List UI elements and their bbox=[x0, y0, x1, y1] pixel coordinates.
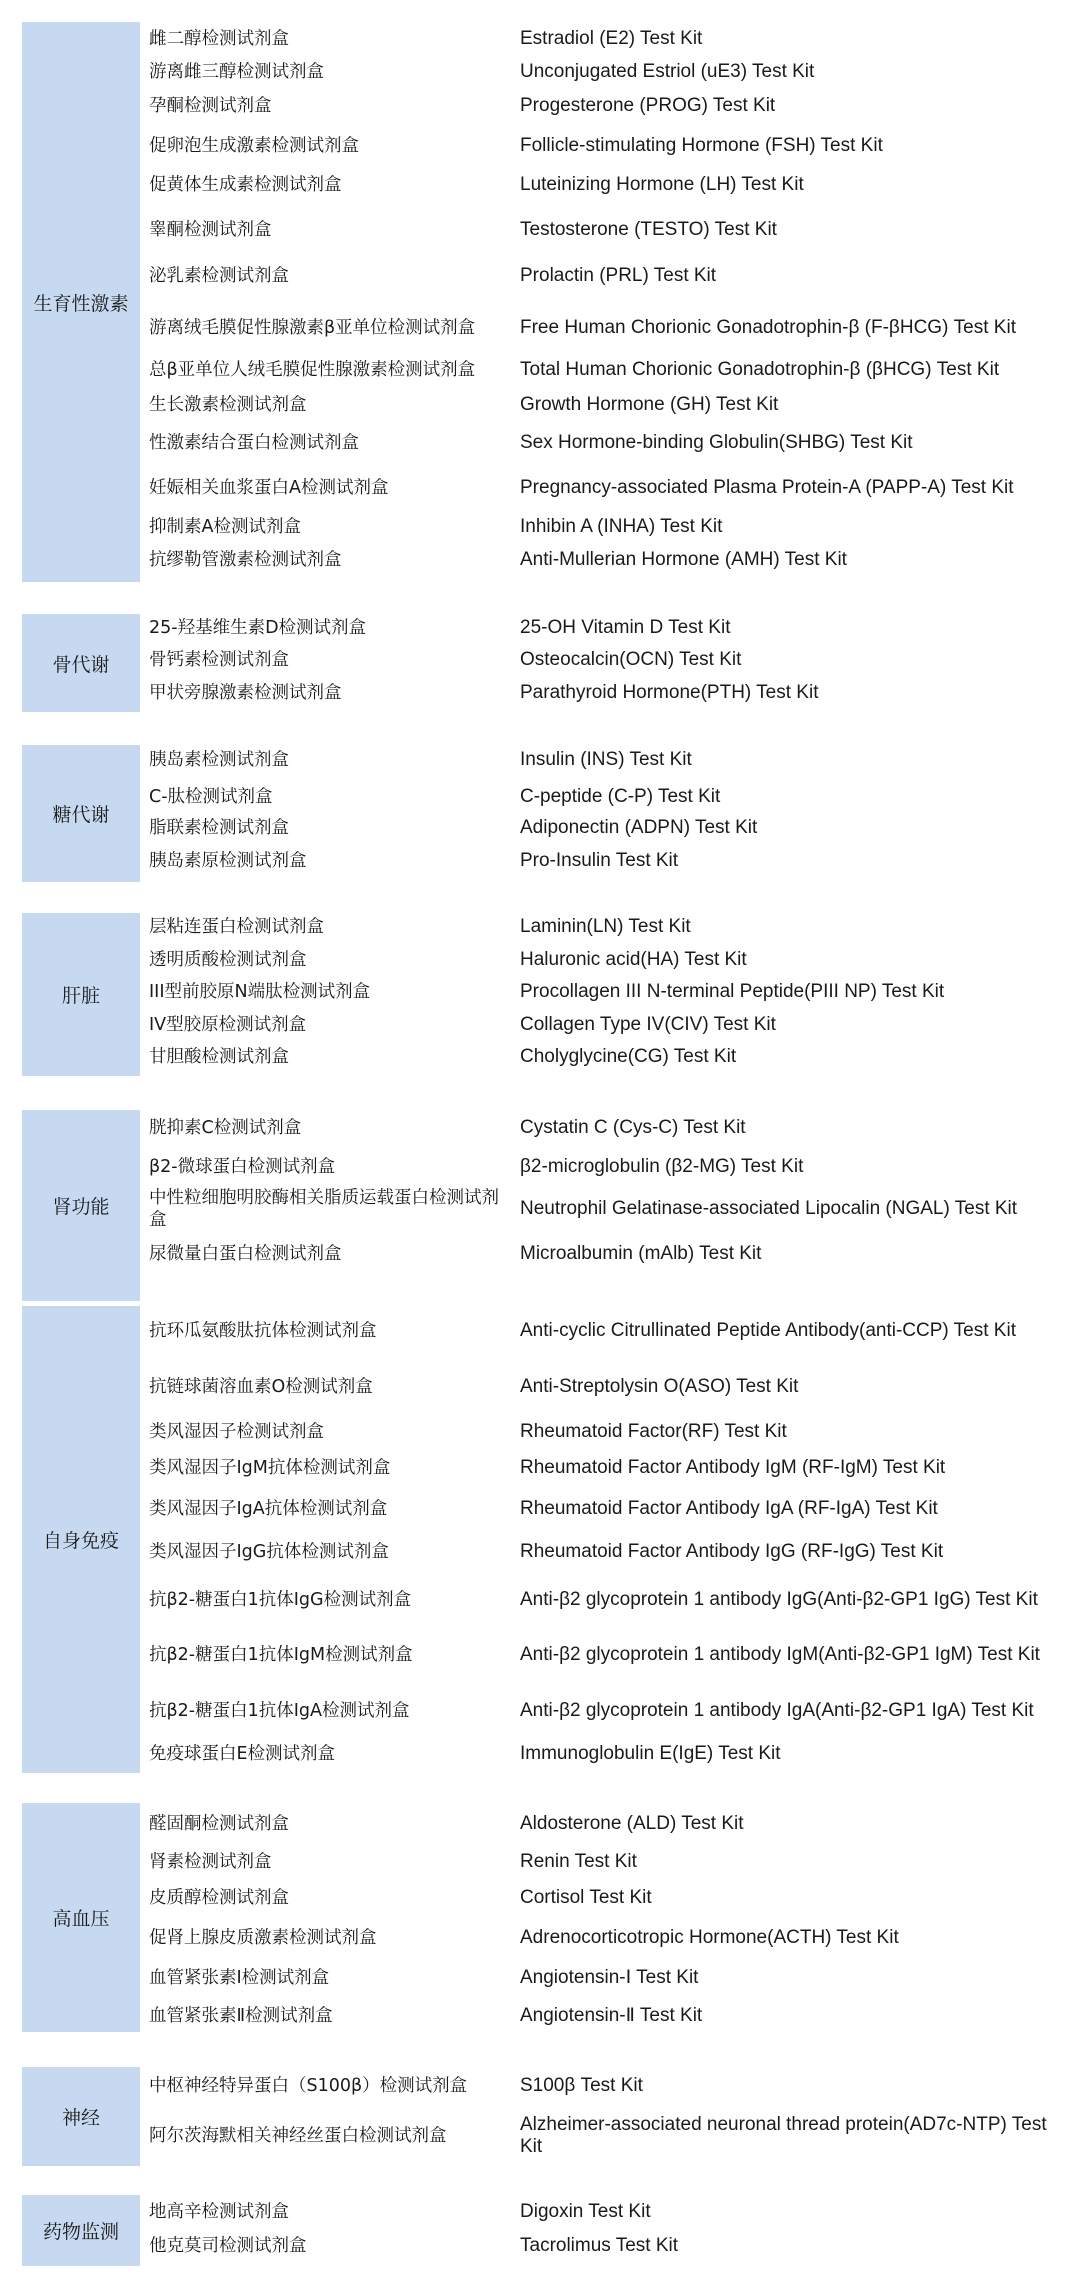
kit-name-english: Pro-Insulin Test Kit bbox=[520, 850, 679, 871]
table-row bbox=[0, 1992, 1080, 2040]
kit-name-chinese: 胰岛素检测试剂盒 bbox=[149, 750, 289, 770]
kit-name-english: Anti-Streptolysin O(ASO) Test Kit bbox=[520, 1376, 799, 1397]
table-row bbox=[0, 1485, 1080, 1533]
kit-name-english: Total Human Chorionic Gonadotrophin-β (βHCG) Test Kit bbox=[520, 359, 1000, 380]
kit-name-english: Cortisol Test Kit bbox=[520, 1887, 652, 1908]
category-label: 肝脏 bbox=[22, 913, 140, 1076]
table-row bbox=[0, 1033, 1080, 1081]
kit-name-english: C-peptide (C-P) Test Kit bbox=[520, 786, 721, 807]
section-8 bbox=[0, 2067, 1080, 2166]
kit-name-chinese: 醛固酮检测试剂盒 bbox=[149, 1814, 289, 1834]
table-row bbox=[0, 1631, 1080, 1679]
kit-name-chinese: 中性粒细胞明胶酶相关脂质运载蛋白检测试剂盒 bbox=[149, 1188, 499, 1230]
kit-name-english: Haluronic acid(HA) Test Kit bbox=[520, 949, 747, 970]
kit-name-english: Growth Hormone (GH) Test Kit bbox=[520, 394, 779, 415]
section-9 bbox=[0, 2195, 1080, 2266]
kit-name-chinese: 25-羟基维生素D检测试剂盒 bbox=[149, 618, 367, 638]
kit-name-english: Collagen Type IV(CIV) Test Kit bbox=[520, 1014, 776, 1035]
table-row bbox=[0, 161, 1080, 209]
kit-name-chinese: 抗环瓜氨酸肽抗体检测试剂盒 bbox=[149, 1321, 377, 1341]
kit-name-english: Anti-cyclic Citrullinated Peptide Antibody(anti-CCP) Test Kit bbox=[520, 1320, 1016, 1341]
kit-name-chinese: 类风湿因子IgM抗体检测试剂盒 bbox=[149, 1458, 391, 1478]
section-6 bbox=[0, 1306, 1080, 1773]
table-row bbox=[0, 1143, 1080, 1191]
table-row bbox=[0, 2062, 1080, 2110]
category-label: 高血压 bbox=[22, 1803, 140, 2032]
kit-name-chinese: 总β亚单位人绒毛膜促性腺激素检测试剂盒 bbox=[149, 360, 476, 380]
kit-name-chinese: 骨钙素检测试剂盒 bbox=[149, 650, 289, 670]
table-row bbox=[0, 2112, 1080, 2160]
kit-name-english: Renin Test Kit bbox=[520, 1851, 637, 1872]
kit-name-chinese: 脂联素检测试剂盒 bbox=[149, 818, 289, 838]
table-row bbox=[0, 252, 1080, 300]
kit-name-chinese: C-肽检测试剂盒 bbox=[149, 787, 273, 807]
kit-name-english: Testosterone (TESTO) Test Kit bbox=[520, 219, 777, 240]
category-label: 药物监测 bbox=[22, 2195, 140, 2266]
table-row bbox=[0, 206, 1080, 254]
kit-name-chinese: 甘胆酸检测试剂盒 bbox=[149, 1047, 289, 1067]
kit-name-chinese: III型前胶原N端肽检测试剂盒 bbox=[149, 982, 371, 1002]
kit-name-chinese: 阿尔茨海默相关神经丝蛋白检测试剂盒 bbox=[149, 2126, 447, 2146]
table-row bbox=[0, 419, 1080, 467]
kit-name-english: Anti-β2 glycoprotein 1 antibody IgM(Anti-β2-GP1 IgM) Test Kit bbox=[520, 1644, 1040, 1665]
kit-name-english: Progesterone (PROG) Test Kit bbox=[520, 95, 776, 116]
kit-name-chinese: 妊娠相关血浆蛋白A检测试剂盒 bbox=[149, 478, 389, 498]
kit-name-chinese: 类风湿因子IgA抗体检测试剂盒 bbox=[149, 1499, 388, 1519]
kit-name-chinese: 促黄体生成素检测试剂盒 bbox=[149, 175, 342, 195]
kit-name-english: Luteinizing Hormone (LH) Test Kit bbox=[520, 174, 804, 195]
category-label: 神经 bbox=[22, 2067, 140, 2166]
kit-name-chinese: 游离绒毛膜促性腺激素β亚单位检测试剂盒 bbox=[149, 318, 476, 338]
kit-name-chinese: 尿微量白蛋白检测试剂盒 bbox=[149, 1244, 342, 1264]
kit-name-english: Anti-Mullerian Hormone (AMH) Test Kit bbox=[520, 549, 847, 570]
category-label: 生育性激素 bbox=[22, 22, 140, 582]
kit-name-english: Laminin(LN) Test Kit bbox=[520, 916, 691, 937]
kit-name-chinese: 透明质酸检测试剂盒 bbox=[149, 950, 307, 970]
category-label: 骨代谢 bbox=[22, 614, 140, 712]
kit-name-english: Unconjugated Estriol (uE3) Test Kit bbox=[520, 61, 815, 82]
table-row bbox=[0, 304, 1080, 352]
table-row bbox=[0, 2222, 1080, 2270]
kit-name-chinese: 性激素结合蛋白检测试剂盒 bbox=[149, 433, 359, 453]
kit-name-english: Anti-β2 glycoprotein 1 antibody IgA(Anti-β2-GP1 IgA) Test Kit bbox=[520, 1700, 1034, 1721]
kit-name-chinese: 甲状旁腺激素检测试剂盒 bbox=[149, 683, 342, 703]
kit-name-chinese: 促卵泡生成激素检测试剂盒 bbox=[149, 136, 359, 156]
category-label: 糖代谢 bbox=[22, 745, 140, 882]
table-row bbox=[0, 1730, 1080, 1778]
kit-name-english: Neutrophil Gelatinase-associated Lipocalin (NGAL) Test Kit bbox=[520, 1198, 1018, 1219]
table-row bbox=[0, 1185, 1080, 1233]
kit-name-english: Aldosterone (ALD) Test Kit bbox=[520, 1813, 744, 1834]
table-row bbox=[0, 1230, 1080, 1278]
kit-name-english: Prolactin (PRL) Test Kit bbox=[520, 265, 717, 286]
kit-name-english: Immunoglobulin E(IgE) Test Kit bbox=[520, 1743, 781, 1764]
section-2 bbox=[0, 614, 1080, 712]
kit-name-english: Rheumatoid Factor(RF) Test Kit bbox=[520, 1421, 787, 1442]
kit-name-english: Estradiol (E2) Test Kit bbox=[520, 28, 703, 49]
kit-name-english: S100β Test Kit bbox=[520, 2075, 643, 2096]
kit-name-chinese: 地高辛检测试剂盒 bbox=[149, 2202, 289, 2222]
kit-name-english: Insulin (INS) Test Kit bbox=[520, 749, 692, 770]
kit-name-chinese: 层粘连蛋白检测试剂盒 bbox=[149, 917, 324, 937]
kit-name-english: Sex Hormone-binding Globulin(SHBG) Test Kit bbox=[520, 432, 913, 453]
kit-name-chinese: 抗缪勒管激素检测试剂盒 bbox=[149, 550, 342, 570]
table-row bbox=[0, 1307, 1080, 1355]
kit-name-english: Procollagen III N-terminal Peptide(PIII NP) Test Kit bbox=[520, 981, 945, 1002]
kit-name-english: Angiotensin-Ⅱ Test Kit bbox=[520, 2005, 703, 2026]
kit-name-english: Cystatin C (Cys-C) Test Kit bbox=[520, 1117, 746, 1138]
kit-name-chinese: 血管紧张素Ⅰ检测试剂盒 bbox=[149, 1968, 330, 1988]
kit-name-chinese: IV型胶原检测试剂盒 bbox=[149, 1015, 307, 1035]
table-row bbox=[0, 669, 1080, 717]
category-label: 肾功能 bbox=[22, 1110, 140, 1301]
kit-name-chinese: 皮质醇检测试剂盒 bbox=[149, 1888, 289, 1908]
table-row bbox=[0, 1363, 1080, 1411]
kit-name-english: Adrenocorticotropic Hormone(ACTH) Test Kit bbox=[520, 1927, 899, 1948]
kit-name-english: Digoxin Test Kit bbox=[520, 2201, 651, 2222]
kit-name-chinese: 类风湿因子检测试剂盒 bbox=[149, 1422, 324, 1442]
kit-name-chinese: β2-微球蛋白检测试剂盒 bbox=[149, 1157, 336, 1177]
kit-name-english: β2-microglobulin (β2-MG) Test Kit bbox=[520, 1156, 804, 1177]
kit-name-english: Microalbumin (mAlb) Test Kit bbox=[520, 1243, 762, 1264]
kit-name-english: Cholyglycine(CG) Test Kit bbox=[520, 1046, 737, 1067]
kit-name-english: 25-OH Vitamin D Test Kit bbox=[520, 617, 731, 638]
section-4 bbox=[0, 913, 1080, 1076]
kit-name-chinese: 肾素检测试剂盒 bbox=[149, 1852, 272, 1872]
kit-name-english: Rheumatoid Factor Antibody IgM (RF-IgM) Test Kit bbox=[520, 1457, 946, 1478]
kit-name-chinese: 雌二醇检测试剂盒 bbox=[149, 29, 289, 49]
kit-name-chinese: 类风湿因子IgG抗体检测试剂盒 bbox=[149, 1542, 389, 1562]
kit-name-english: Parathyroid Hormone(PTH) Test Kit bbox=[520, 682, 819, 703]
kit-name-english: Tacrolimus Test Kit bbox=[520, 2235, 679, 2256]
kit-name-chinese: 血管紧张素Ⅱ检测试剂盒 bbox=[149, 2006, 333, 2026]
table-row bbox=[0, 837, 1080, 885]
kit-name-english: Pregnancy-associated Plasma Protein-A (PAPP-A) Test Kit bbox=[520, 477, 1014, 498]
table-row bbox=[0, 1576, 1080, 1624]
kit-name-chinese: 胰岛素原检测试剂盒 bbox=[149, 851, 307, 871]
kit-name-chinese: 抗β2-糖蛋白1抗体IgM检测试剂盒 bbox=[149, 1645, 413, 1665]
kit-name-chinese: 生长激素检测试剂盒 bbox=[149, 395, 307, 415]
kit-name-chinese: 抑制素A检测试剂盒 bbox=[149, 517, 301, 537]
section-7 bbox=[0, 1803, 1080, 2032]
kit-name-english: Free Human Chorionic Gonadotrophin-β (F-βHCG) Test Kit bbox=[520, 317, 1016, 338]
kit-name-english: Alzheimer-associated neuronal thread protein(AD7c-NTP) Test Kit bbox=[520, 2114, 1047, 2157]
kit-name-chinese: 抗链球菌溶血素O检测试剂盒 bbox=[149, 1377, 373, 1397]
kit-name-english: Angiotensin-Ⅰ Test Kit bbox=[520, 1967, 699, 1988]
kit-name-chinese: 免疫球蛋白E检测试剂盒 bbox=[149, 1744, 336, 1764]
kit-name-chinese: 抗β2-糖蛋白1抗体IgA检测试剂盒 bbox=[149, 1701, 410, 1721]
kit-name-english: Adiponectin (ADPN) Test Kit bbox=[520, 817, 758, 838]
kit-name-chinese: 睾酮检测试剂盒 bbox=[149, 220, 272, 240]
kit-name-chinese: 泌乳素检测试剂盒 bbox=[149, 266, 289, 286]
kit-name-chinese: 他克莫司检测试剂盒 bbox=[149, 2236, 307, 2256]
kit-name-english: Anti-β2 glycoprotein 1 antibody IgG(Anti-β2-GP1 IgG) Test Kit bbox=[520, 1589, 1038, 1610]
table-row bbox=[0, 536, 1080, 584]
kit-name-english: Osteocalcin(OCN) Test Kit bbox=[520, 649, 742, 670]
kit-name-chinese: 胱抑素C检测试剂盒 bbox=[149, 1118, 302, 1138]
section-3 bbox=[0, 745, 1080, 882]
kit-name-chinese: 孕酮检测试剂盒 bbox=[149, 96, 272, 116]
table-row bbox=[0, 1528, 1080, 1576]
kit-name-chinese: 中枢神经特异蛋白（S100β）检测试剂盒 bbox=[149, 2076, 468, 2096]
section-1 bbox=[0, 22, 1080, 582]
kit-name-chinese: 游离雌三醇检测试剂盒 bbox=[149, 62, 324, 82]
section-5 bbox=[0, 1110, 1080, 1301]
kit-name-chinese: 促肾上腺皮质激素检测试剂盒 bbox=[149, 1928, 377, 1948]
table-row bbox=[0, 1687, 1080, 1735]
kit-name-chinese: 抗β2-糖蛋白1抗体IgG检测试剂盒 bbox=[149, 1590, 412, 1610]
kit-name-english: Rheumatoid Factor Antibody IgA (RF-IgA) Test Kit bbox=[520, 1498, 938, 1519]
category-label: 自身免疫 bbox=[22, 1306, 140, 1773]
kit-name-english: Rheumatoid Factor Antibody IgG (RF-IgG) Test Kit bbox=[520, 1541, 944, 1562]
kit-name-english: Follicle-stimulating Hormone (FSH) Test Kit bbox=[520, 135, 883, 156]
kit-name-english: Inhibin A (INHA) Test Kit bbox=[520, 516, 723, 537]
